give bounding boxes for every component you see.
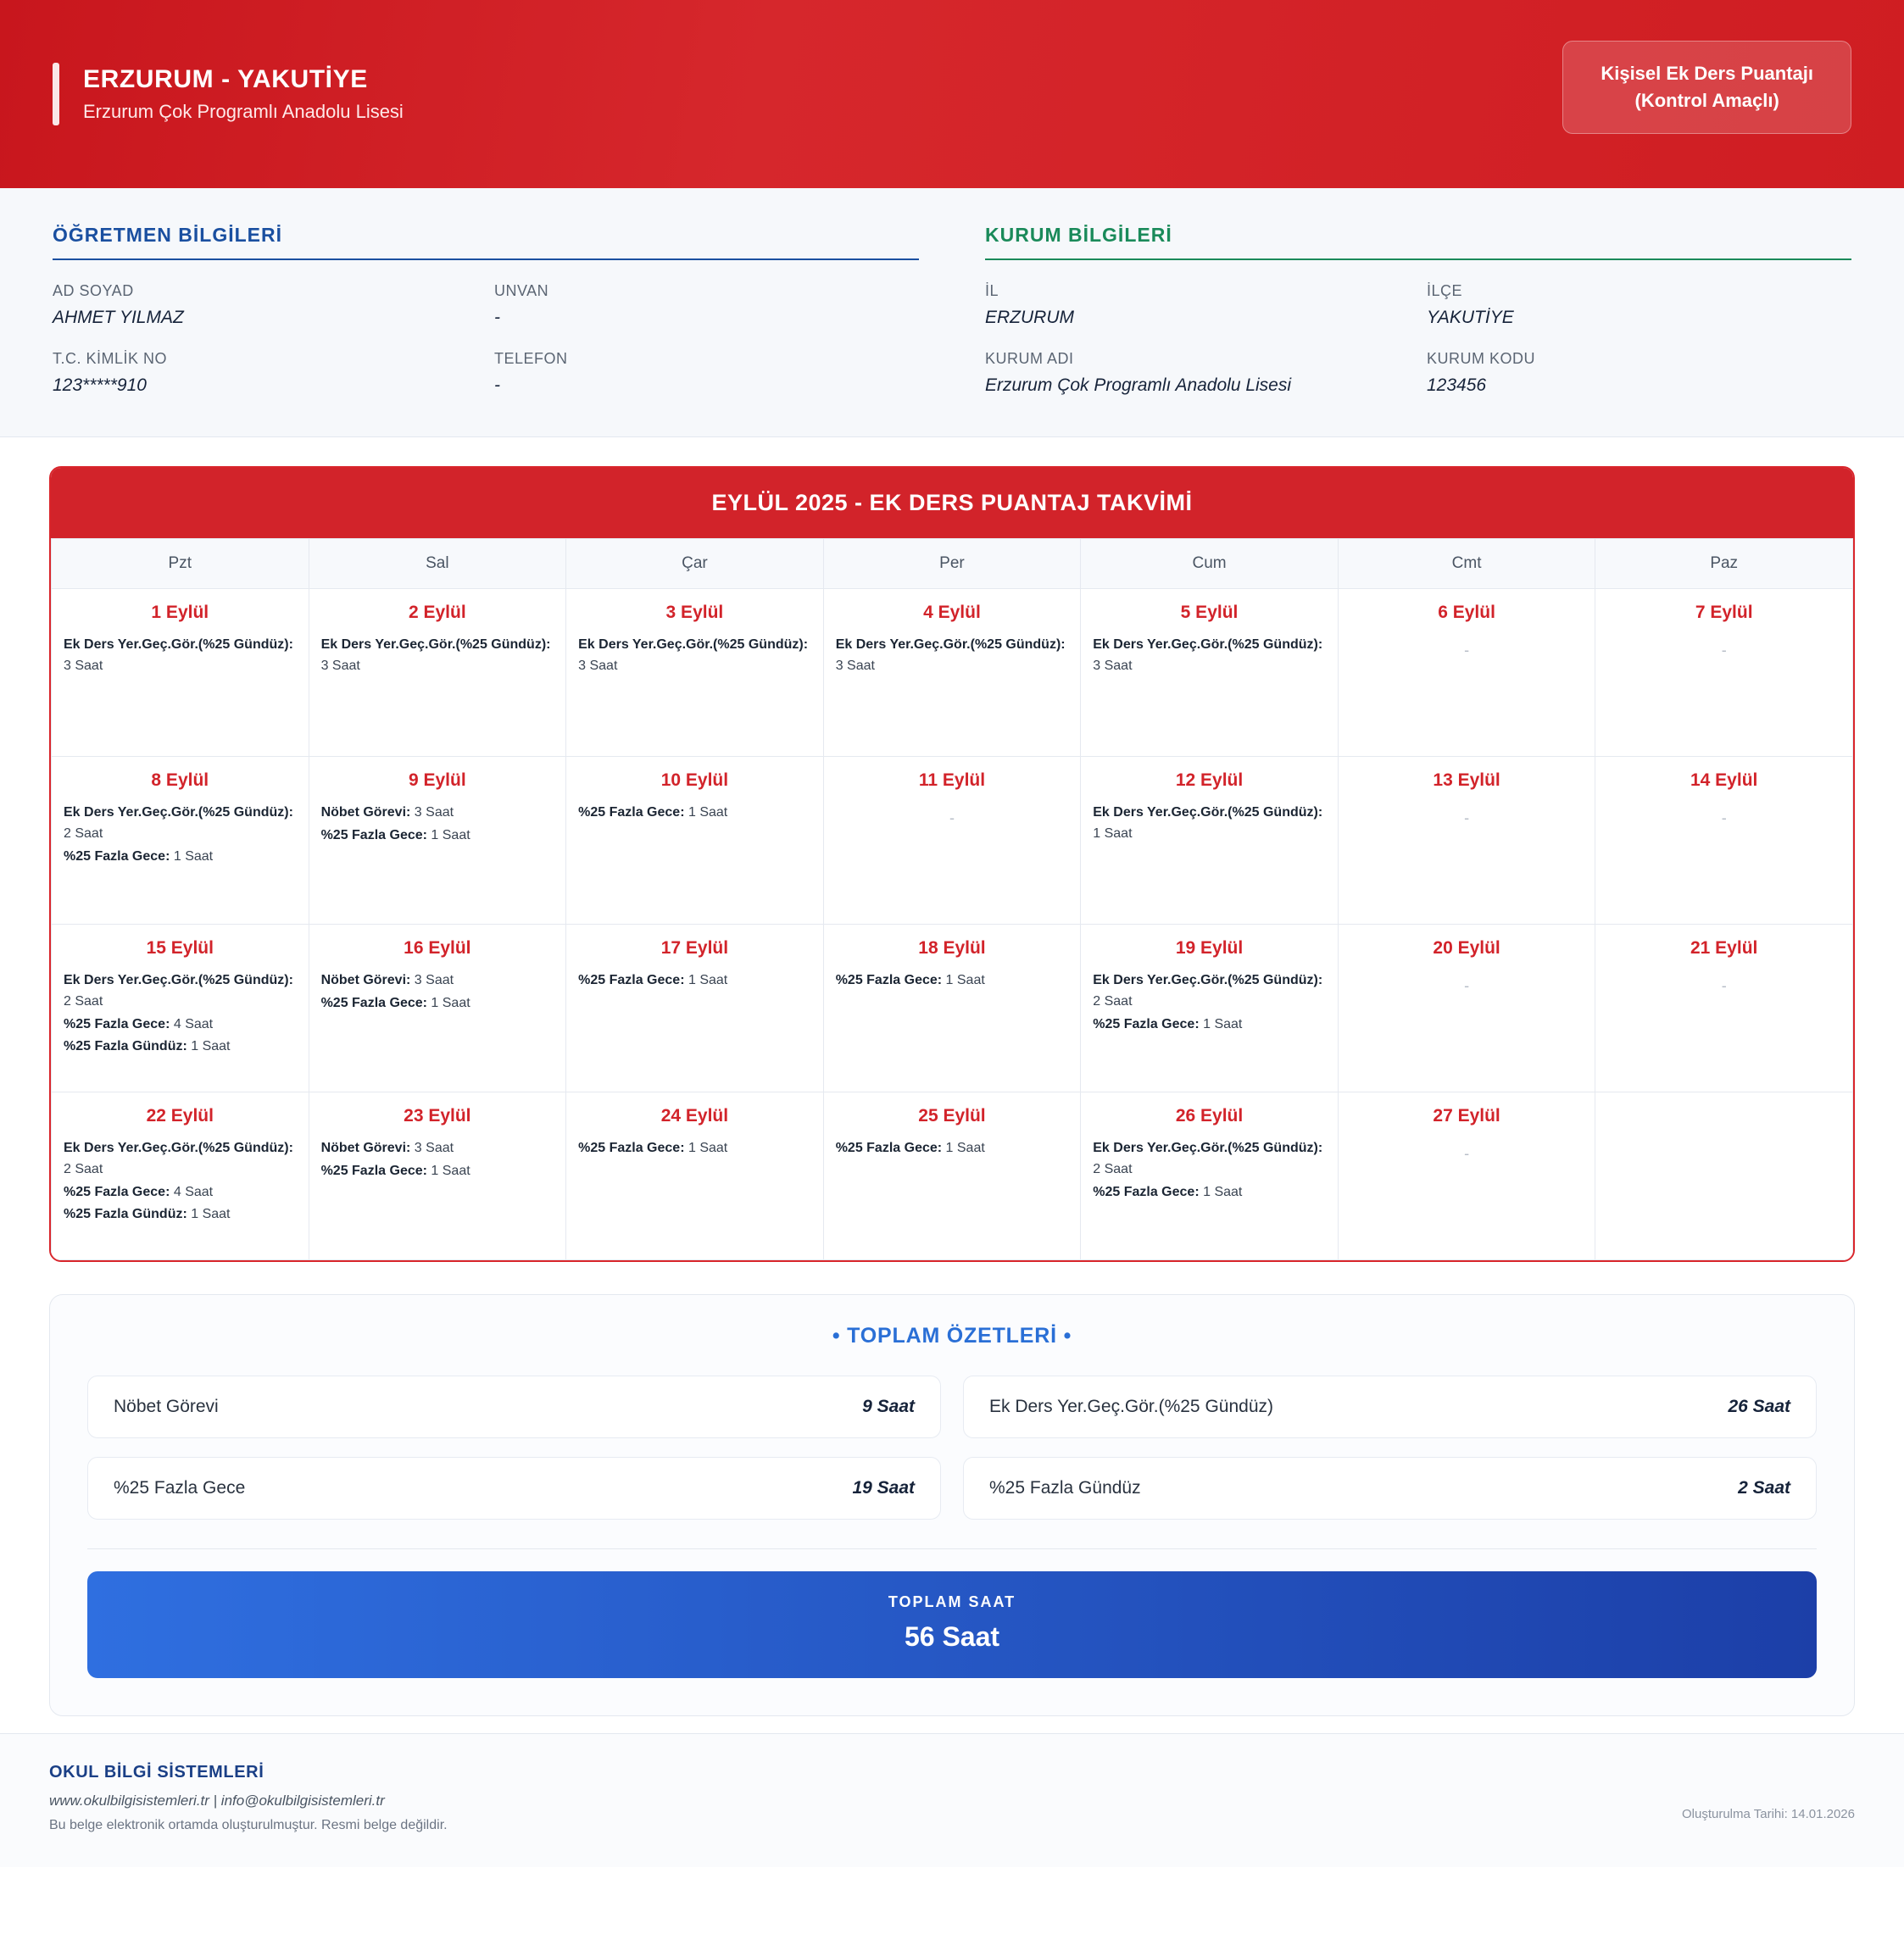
calendar-day-number: 6 Eylül (1438, 603, 1495, 622)
calendar-day-cell (1595, 589, 1853, 757)
calendar-entry-name: %25 Fazla Gece: (578, 1141, 685, 1155)
info-label: İLÇE (1427, 282, 1463, 299)
calendar-entry-value: 2 Saat (1093, 1161, 1133, 1176)
info-value: - (494, 375, 500, 395)
info-value: ERZURUM (985, 308, 1074, 327)
footer-title: OKUL BİLGİ SİSTEMLERİ (49, 1763, 264, 1781)
info-field (53, 350, 477, 396)
calendar-entry (836, 1138, 1069, 1159)
footer-contact: www.okulbilgisistemleri.tr | info@okulbilgisistemleri.tr (49, 1793, 385, 1809)
calendar-entry (321, 1138, 554, 1159)
calendar-entry-value: 1 Saat (1199, 1016, 1243, 1031)
calendar-day-number: 15 Eylül (146, 938, 214, 958)
page-footer (0, 1733, 1904, 1867)
info-field (494, 350, 919, 396)
info-value: YAKUTİYE (1427, 308, 1514, 327)
calendar-day-cell (309, 589, 566, 757)
calendar-entry-name: %25 Fazla Gece: (320, 995, 427, 1010)
calendar-entry-value: 1 Saat (1199, 1184, 1243, 1199)
calendar-weekday-header: Pzt (52, 539, 309, 589)
calendar-entry-name: Nöbet Görevi: (320, 973, 411, 987)
info-panel (0, 188, 1904, 437)
calendar-empty-placeholder: - (949, 809, 955, 826)
calendar-day-number: 24 Eylül (660, 1106, 729, 1126)
calendar-day-cell (52, 757, 309, 925)
calendar-day-cell (1338, 925, 1595, 1092)
info-value: 123456 (1427, 375, 1487, 395)
calendar-entry-value: 3 Saat (410, 973, 454, 987)
calendar-week-row (52, 925, 1853, 1092)
calendar-entry-value: 3 Saat (320, 658, 360, 673)
summary-item-label: Ek Ders Yer.Geç.Gör.(%25 Gündüz) (989, 1397, 1273, 1416)
calendar-section (0, 437, 1904, 1270)
calendar-entry (578, 635, 811, 677)
calendar-entry-name: Ek Ders Yer.Geç.Gör.(%25 Gündüz): (64, 637, 293, 652)
summary-item-value: 9 Saat (862, 1397, 915, 1416)
calendar-entry-name: %25 Fazla Gündüz: (64, 1039, 187, 1054)
calendar-day-number: 21 Eylül (1690, 938, 1758, 958)
info-value: AHMET YILMAZ (53, 308, 184, 327)
calendar-entry (64, 847, 297, 868)
summary-item (963, 1457, 1817, 1520)
calendar-entry-name: %25 Fazla Gece: (1093, 1184, 1200, 1199)
info-label: İL (985, 282, 999, 299)
calendar-entry-name: %25 Fazla Gece: (1093, 1016, 1200, 1031)
calendar-day-cell (1081, 925, 1339, 1092)
summary-item-value: 19 Saat (852, 1478, 915, 1498)
calendar-day-number: 17 Eylül (660, 938, 729, 958)
calendar-entry-value: 3 Saat (64, 658, 103, 673)
calendar-week-row (52, 589, 1853, 757)
calendar-empty-placeholder: - (1464, 809, 1470, 826)
calendar-day-cell (1595, 1092, 1853, 1260)
calendar-entry (1093, 1182, 1326, 1203)
status-badge (1562, 41, 1851, 134)
calendar-empty-placeholder: - (1721, 977, 1727, 994)
calendar-entry-value: 2 Saat (64, 825, 103, 841)
calendar-entry-name: %25 Fazla Gece: (64, 1184, 170, 1199)
total-hours-label: TOPLAM SAAT (888, 1593, 1016, 1610)
calendar-entry (64, 635, 297, 677)
summary-card (49, 1294, 1855, 1716)
info-label: T.C. KİMLİK NO (53, 350, 168, 367)
calendar-day-cell (823, 589, 1081, 757)
calendar-empty-placeholder: - (1464, 977, 1470, 994)
calendar-day-number: 10 Eylül (660, 770, 729, 790)
calendar-entry (1093, 635, 1326, 677)
page-subtitle: Erzurum Çok Programlı Anadolu Lisesi (83, 101, 404, 122)
header-identity (53, 63, 404, 125)
calendar-day-cell (1081, 757, 1339, 925)
calendar-empty-placeholder: - (1464, 642, 1470, 659)
calendar-entry-name: %25 Fazla Gece: (578, 805, 685, 820)
calendar-day-cell (823, 757, 1081, 925)
calendar-entry-value: 1 Saat (1093, 825, 1133, 841)
total-hours-bar (87, 1571, 1817, 1678)
calendar-entry-name: Nöbet Görevi: (320, 1141, 411, 1155)
calendar-day-cell (1595, 757, 1853, 925)
calendar-day-cell (309, 757, 566, 925)
calendar-day-number: 23 Eylül (404, 1106, 471, 1126)
calendar-entry-name: %25 Fazla Gece: (320, 827, 427, 842)
calendar-day-number: 1 Eylül (151, 603, 209, 622)
calendar-day-number: 18 Eylül (918, 938, 986, 958)
calendar-entry-value: 1 Saat (170, 848, 214, 864)
status-badge-line2: (Kontrol Amaçlı) (1634, 89, 1779, 111)
calendar-entry-value: 1 Saat (684, 973, 728, 987)
summary-item-label: %25 Fazla Gece (114, 1478, 246, 1498)
calendar-week-row (52, 1092, 1853, 1260)
calendar-entry (578, 1138, 811, 1159)
calendar-day-cell (1338, 1092, 1595, 1260)
calendar-card (49, 466, 1855, 1262)
calendar-entry-name: Nöbet Görevi: (320, 805, 411, 820)
calendar-entry (64, 1204, 297, 1226)
calendar-entry (321, 803, 554, 824)
calendar-day-number: 11 Eylül (918, 770, 986, 790)
calendar-entry-value: 3 Saat (410, 1141, 454, 1155)
calendar-day-cell (566, 1092, 824, 1260)
info-label: KURUM ADI (985, 350, 1074, 367)
info-field (494, 282, 919, 328)
info-label: AD SOYAD (53, 282, 134, 299)
calendar-weekday-header: Cmt (1338, 539, 1595, 589)
calendar-day-number: 12 Eylül (1175, 770, 1244, 790)
calendar-entry-value: 1 Saat (187, 1207, 231, 1222)
calendar-entry (1093, 803, 1326, 845)
calendar-entry (836, 635, 1069, 677)
calendar-entry-value: 1 Saat (942, 973, 985, 987)
summary-grid (87, 1376, 1817, 1520)
calendar-day-cell (309, 1092, 566, 1260)
calendar-empty-placeholder: - (1721, 809, 1727, 826)
calendar-day-cell (823, 1092, 1081, 1260)
calendar-day-cell (566, 589, 824, 757)
calendar-entry-value: 1 Saat (426, 1163, 470, 1178)
calendar-weekday-header: Per (823, 539, 1081, 589)
calendar-day-number: 22 Eylül (146, 1106, 214, 1126)
calendar-entry (321, 970, 554, 992)
page-title: ERZURUM - YAKUTİYE (83, 65, 368, 93)
calendar-day-cell (566, 925, 824, 1092)
footer-created-date: Oluşturulma Tarihi: 14.01.2026 (1681, 1807, 1855, 1821)
calendar-entry-value: 1 Saat (426, 827, 470, 842)
info-field (1427, 282, 1851, 328)
calendar-day-number: 9 Eylül (408, 770, 466, 790)
summary-section (0, 1270, 1904, 1733)
info-value: - (494, 308, 500, 327)
header-accent-bar (53, 63, 59, 125)
info-label: TELEFON (494, 350, 568, 367)
calendar-entry-value: 1 Saat (942, 1141, 985, 1155)
calendar-entry-name: Ek Ders Yer.Geç.Gör.(%25 Gündüz): (835, 637, 1066, 652)
summary-divider (87, 1548, 1817, 1549)
institution-info-section (985, 224, 1851, 396)
info-field (985, 282, 1410, 328)
calendar-weekday-header: Sal (309, 539, 566, 589)
summary-item-label: %25 Fazla Gündüz (989, 1478, 1141, 1498)
summary-item (87, 1376, 941, 1438)
calendar-header-row (52, 539, 1853, 589)
teacher-info-heading: ÖĞRETMEN BİLGİLERİ (53, 224, 919, 260)
calendar-entry (321, 635, 554, 677)
calendar-entry-name: %25 Fazla Gece: (64, 1016, 170, 1031)
calendar-entry-value: 1 Saat (426, 995, 470, 1010)
calendar-day-number: 14 Eylül (1690, 770, 1758, 790)
total-hours-value: 56 Saat (904, 1621, 1000, 1652)
calendar-entry-value: 1 Saat (187, 1039, 231, 1054)
calendar-day-number: 2 Eylül (408, 603, 466, 622)
calendar-day-number: 7 Eylül (1695, 603, 1753, 622)
calendar-day-number: 5 Eylül (1180, 603, 1239, 622)
calendar-entry-name: %25 Fazla Gündüz: (64, 1207, 187, 1222)
calendar-entry-name: Ek Ders Yer.Geç.Gör.(%25 Gündüz): (1093, 637, 1323, 652)
calendar-entry-value: 3 Saat (1093, 658, 1133, 673)
calendar-day-cell (823, 925, 1081, 1092)
calendar-weekday-header: Paz (1595, 539, 1853, 589)
calendar-entry-name: Ek Ders Yer.Geç.Gör.(%25 Gündüz): (1093, 1141, 1323, 1155)
calendar-day-cell (1081, 589, 1339, 757)
calendar-entry (578, 803, 811, 824)
calendar-day-cell (52, 925, 309, 1092)
calendar-weekday-header: Çar (566, 539, 824, 589)
page-header (0, 0, 1904, 188)
calendar-week-row (52, 757, 1853, 925)
calendar-day-cell (1338, 757, 1595, 925)
calendar-entry-name: %25 Fazla Gece: (578, 973, 685, 987)
calendar-entry-name: Ek Ders Yer.Geç.Gör.(%25 Gündüz): (64, 805, 293, 820)
calendar-day-number: 19 Eylül (1175, 938, 1244, 958)
calendar-entry-value: 2 Saat (64, 993, 103, 1009)
summary-item-label: Nöbet Görevi (114, 1397, 219, 1416)
summary-item (963, 1376, 1817, 1438)
status-badge-line1: Kişisel Ek Ders Puantajı (1601, 63, 1813, 84)
calendar-empty-placeholder: - (1721, 642, 1727, 659)
calendar-entry-name: Ek Ders Yer.Geç.Gör.(%25 Gündüz): (64, 973, 293, 987)
summary-item (87, 1457, 941, 1520)
info-label: KURUM KODU (1427, 350, 1536, 367)
calendar-entry-value: 2 Saat (1093, 993, 1133, 1009)
calendar-entry-value: 2 Saat (64, 1161, 103, 1176)
calendar-entry (64, 1182, 297, 1203)
calendar-entry (64, 1014, 297, 1036)
calendar-entry (321, 1161, 554, 1182)
calendar-day-number: 27 Eylül (1433, 1106, 1500, 1126)
footer-note: Bu belge elektronik ortamda oluşturulmuştur. Resmi belge değildir. (49, 1818, 448, 1832)
calendar-entry-name: Ek Ders Yer.Geç.Gör.(%25 Gündüz): (578, 637, 809, 652)
teacher-info-section (53, 224, 919, 396)
calendar-entry (836, 970, 1069, 992)
calendar-entry (1093, 1014, 1326, 1036)
calendar-entry-name: %25 Fazla Gece: (320, 1163, 427, 1178)
calendar-title: EYLÜL 2025 - EK DERS PUANTAJ TAKVİMİ (51, 468, 1853, 538)
calendar-entry (64, 1037, 297, 1058)
calendar-day-cell (1081, 1092, 1339, 1260)
calendar-day-cell (566, 757, 824, 925)
calendar-entry-name: Ek Ders Yer.Geç.Gör.(%25 Gündüz): (1093, 805, 1323, 820)
calendar-day-number: 20 Eylül (1433, 938, 1500, 958)
calendar-entry-name: %25 Fazla Gece: (835, 1141, 943, 1155)
calendar-day-cell (309, 925, 566, 1092)
info-field (1427, 350, 1851, 396)
calendar-entry (321, 993, 554, 1014)
calendar-entry (64, 803, 297, 845)
calendar-entry (321, 825, 554, 847)
calendar-day-cell (1595, 925, 1853, 1092)
calendar-day-number: 26 Eylül (1175, 1106, 1244, 1126)
calendar-entry (1093, 1138, 1326, 1181)
calendar-entry (64, 1138, 297, 1181)
calendar-day-number: 3 Eylül (665, 603, 724, 622)
calendar-entry-value: 3 Saat (835, 658, 875, 673)
calendar-empty-placeholder: - (1464, 1145, 1470, 1162)
institution-info-heading: KURUM BİLGİLERİ (985, 224, 1851, 260)
calendar-table (51, 538, 1853, 1260)
calendar-entry-name: %25 Fazla Gece: (835, 973, 943, 987)
calendar-entry-name: Ek Ders Yer.Geç.Gör.(%25 Gündüz): (1093, 973, 1323, 987)
info-value: Erzurum Çok Programlı Anadolu Lisesi (985, 375, 1292, 395)
calendar-day-number: 8 Eylül (151, 770, 209, 790)
summary-item-value: 2 Saat (1738, 1478, 1790, 1498)
calendar-day-number: 4 Eylül (923, 603, 981, 622)
calendar-entry (1093, 970, 1326, 1013)
calendar-day-number: 13 Eylül (1433, 770, 1500, 790)
calendar-entry-value: 3 Saat (410, 805, 454, 820)
calendar-day-number: 25 Eylül (918, 1106, 986, 1126)
calendar-day-cell (52, 589, 309, 757)
info-value: 123*****910 (53, 375, 147, 395)
info-field (985, 350, 1410, 396)
summary-item-value: 26 Saat (1728, 1397, 1790, 1416)
calendar-entry-name: Ek Ders Yer.Geç.Gör.(%25 Gündüz): (320, 637, 551, 652)
calendar-day-cell (52, 1092, 309, 1260)
info-field (53, 282, 477, 328)
calendar-entry-value: 1 Saat (684, 1141, 728, 1155)
info-label: UNVAN (494, 282, 549, 299)
calendar-entry (578, 970, 811, 992)
calendar-entry-name: %25 Fazla Gece: (64, 848, 170, 864)
calendar-entry-value: 4 Saat (170, 1016, 214, 1031)
calendar-entry-value: 3 Saat (578, 658, 618, 673)
calendar-day-cell (1338, 589, 1595, 757)
calendar-entry-value: 4 Saat (170, 1184, 214, 1199)
calendar-weekday-header: Cum (1081, 539, 1339, 589)
calendar-entry-name: Ek Ders Yer.Geç.Gör.(%25 Gündüz): (64, 1141, 293, 1155)
summary-title: • TOPLAM ÖZETLERİ • (832, 1324, 1072, 1348)
calendar-day-number: 16 Eylül (404, 938, 471, 958)
calendar-entry-value: 1 Saat (684, 805, 728, 820)
calendar-entry (64, 970, 297, 1013)
